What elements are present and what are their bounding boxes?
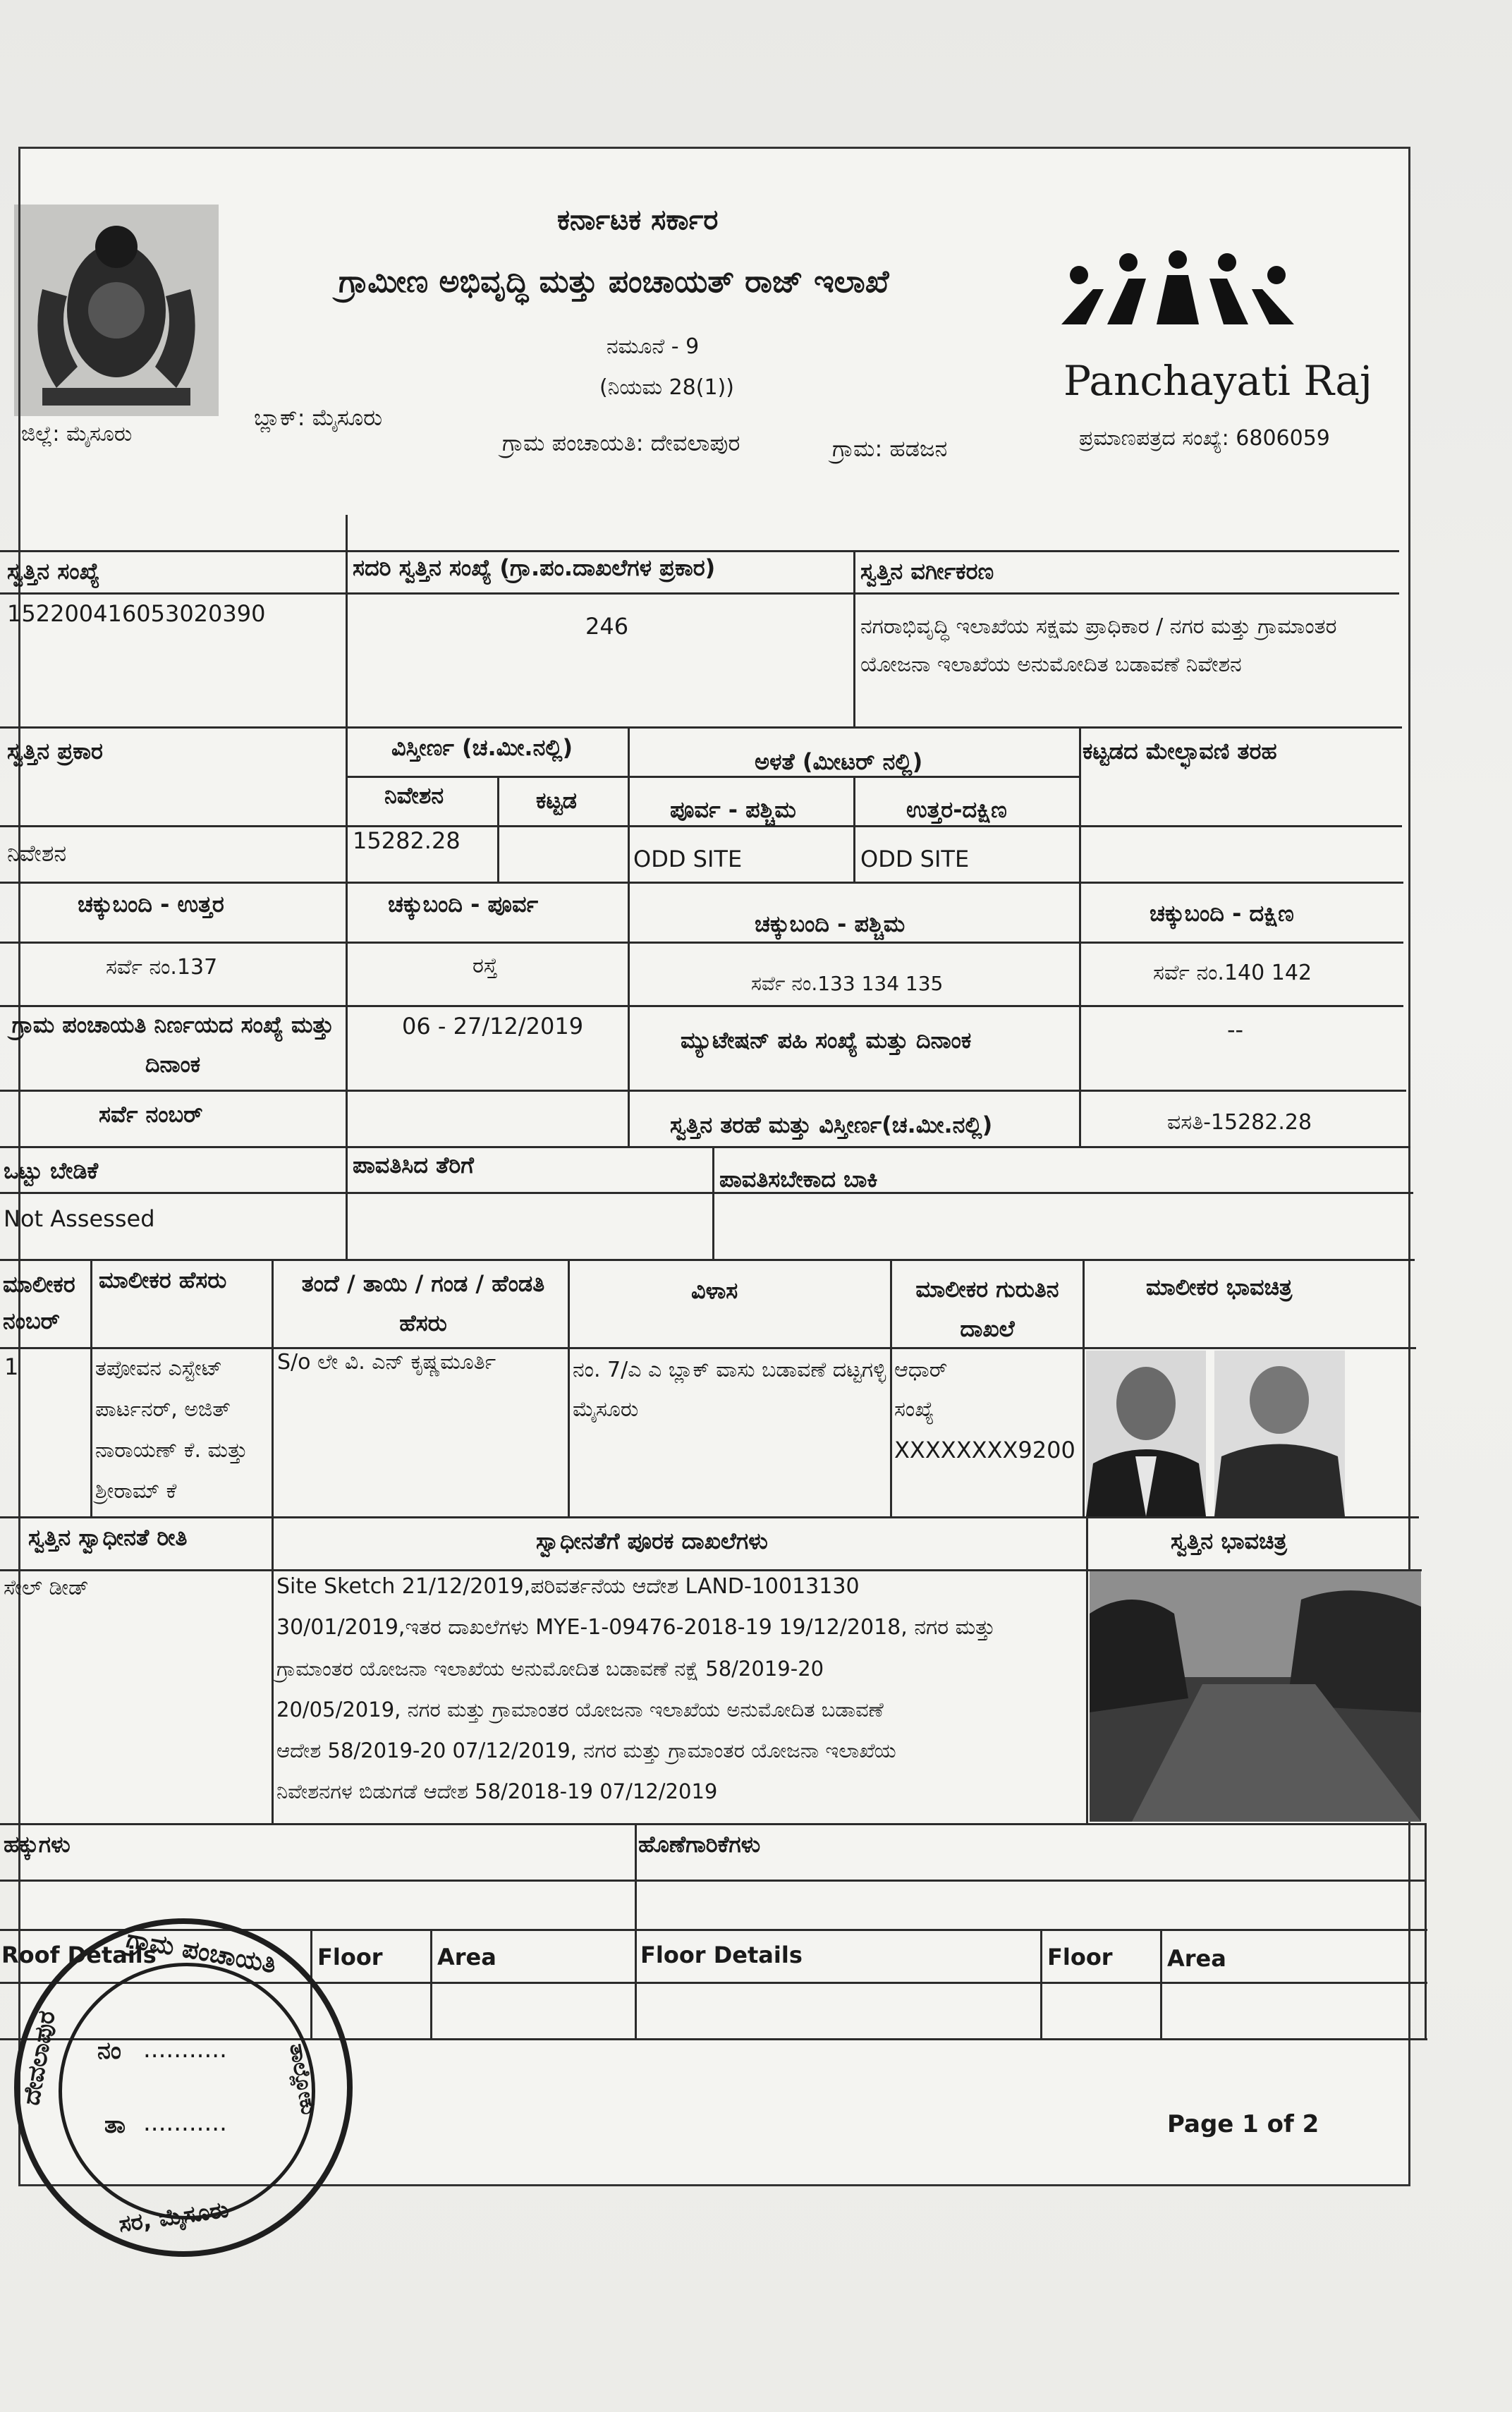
address-header: ವಿಳಾಸ	[691, 1277, 738, 1304]
page-number: Page 1 of 2	[1167, 2110, 1319, 2138]
mutation-header: ಮ್ಯುಟೇಷನ್ ಪಹಿ ಸಂಖ್ಯೆ ಮತ್ತು ದಿನಾಂಕ	[681, 1027, 972, 1054]
ownership-method-header: ಸ್ವತ್ತಿನ ಸ್ವಾಧೀನತೆ ರೀತಿ	[28, 1524, 188, 1551]
owner-id-value: XXXXXXXX9200	[894, 1437, 1075, 1463]
ownership-docs-line-6: ನಿವೇಶನಗಳ ಬಿಡುಗಡೆ ಆದೇಶ 58/2018-19 07/12/2019	[276, 1779, 718, 1803]
certificate-number: ಪ್ರಮಾಣಪತ್ರದ ಸಂಖ್ಯೆ: 6806059	[1079, 426, 1330, 451]
ownership-docs-line-5: ಆದೇಶ 58/2019-20 07/12/2019, ನಗರ ಮತ್ತು ಗ್ರಾಮಾಂತರ ಯೋಜನಾ ಇಲಾಖೆಯ	[276, 1738, 896, 1762]
property-photo-header: ಸ್ವತ್ತಿನ ಭಾವಚಿತ್ರ	[1171, 1528, 1287, 1554]
site-area: 15282.28	[353, 827, 461, 854]
building-header: ಕಟ್ಟಡ	[536, 787, 577, 814]
total-demand: Not Assessed	[4, 1205, 155, 1232]
owner-photo-1	[1086, 1351, 1206, 1516]
village: ಗ್ರಾಮ: ಹಡಜನ	[832, 435, 948, 462]
floor-details-header: Floor Details	[640, 1942, 803, 1968]
owner-address: ನಂ. 7/ಎ ಎ ಬ್ಲಾಕ್ ವಾಸು ಬಡಾವಣೆ ದಟ್ಟಗಳ್ಳಿ ಮೈಸೂರು	[573, 1358, 886, 1422]
ownership-docs-line-1: Site Sketch 21/12/2019,ಪರಿವರ್ತನೆಯ ಆದೇಶ LAND-10013130	[276, 1574, 860, 1599]
area-header-right: Area	[1167, 1945, 1226, 1972]
parent-name: S/o ಲೇ ವಿ. ಎನ್ ಕೃಷ್ಣಮೂರ್ತಿ	[277, 1350, 496, 1375]
property-number: 152200416053020390	[7, 600, 266, 627]
nature-header: ಸ್ವತ್ತಿನ ತರಹೆ ಮತ್ತು ವಿಸ್ತೀರ್ಣ(ಚ.ಮೀ.ನಲ್ಲಿ)	[670, 1111, 993, 1138]
gp-decision-header: ಗ್ರಾಮ ಪಂಚಾಯತಿ ನಿರ್ಣಯದ ಸಂಖ್ಯೆ ಮತ್ತು ದಿನಾಂಕ	[11, 1011, 334, 1078]
property-number-header: ಸ್ವತ್ತಿನ ಸಂಖ್ಯೆ	[7, 558, 100, 585]
stamp-date-label: ತಾ	[104, 2111, 126, 2139]
block: ಬ್ಲಾಕ್: ಮೈಸೂರು	[254, 404, 383, 431]
property-photo	[1090, 1571, 1421, 1822]
boundary-east: ರಸ್ತೆ	[472, 954, 498, 978]
classification-value: ನಗರಾಭಿವೃದ್ಧಿ ಇಲಾಖೆಯ ಸಕ್ಷಮ ಪ್ರಾಧಿಕಾರ / ನಗರ ಮತ್ತು ಗ್ರಾಮಾಂತರ ಯೋಜನಾ ಇಲಾಖೆಯ ಅನುಮೋದಿತ ಬಡಾವಣೆ ನಿವೇಶನ	[860, 614, 1337, 677]
owner-photo-2	[1214, 1351, 1345, 1516]
mutation-value: --	[1227, 1016, 1244, 1043]
boundary-north: ಸರ್ವೆ ನಂ.137	[106, 955, 218, 980]
tax-paid-header: ಪಾವತಿಸಿದ ತೆರಿಗೆ	[353, 1152, 474, 1178]
owner-number: 1	[4, 1353, 19, 1380]
karnataka-emblem-icon	[14, 205, 219, 416]
person-icon	[1086, 1351, 1206, 1516]
owner-id-label: ಆಧಾರ್ ಸಂಖ್ಯೆ	[894, 1358, 948, 1422]
classification-header: ಸ್ವತ್ತಿನ ವರ್ಗೀಕರಣ	[860, 558, 994, 585]
ownership-docs-line-4: 20/05/2019, ನಗರ ಮತ್ತು ಗ್ರಾಮಾಂತರ ಯೋಜನಾ ಇಲಾಖೆಯ ಅನುಮೋದಿತ ಬಡಾವಣೆ	[276, 1698, 884, 1722]
east-west-header: ಪೂರ್ವ - ಪಶ್ಚಿಮ	[670, 796, 796, 823]
owner-number-header: ಮಾಲೀಕರ ನಂಬರ್	[3, 1271, 75, 1334]
form-number: ನಮೂನೆ - 9	[606, 334, 700, 359]
owner-id-header: ಮಾಲೀಕರ ಗುರುತಿನ ದಾಖಲೆ	[915, 1276, 1059, 1342]
liabilities-header: ಹೊಣೆಗಾರಿಕೆಗಳು	[638, 1831, 761, 1858]
stamp-right-text: ತಾಲ್ಲೋಕು	[284, 2041, 322, 2116]
boundary-east-header: ಚಕ್ಕುಬಂದಿ - ಪೂರ್ವ	[388, 891, 539, 918]
area-header: ವಿಸ್ತೀರ್ಣ (ಚ.ಮೀ.ನಲ್ಲಿ)	[391, 734, 573, 761]
boundary-south: ಸರ್ವೆ ನಂ.140 142	[1153, 961, 1312, 985]
landscape-photo-icon	[1090, 1571, 1421, 1822]
owner-name: ತಪೋವನ ಎಸ್ಟೇಟ್ ಪಾರ್ಟನರ್, ಅಜಿತ್ ನಾರಾಯಣ್ ಕೆ. ಮತ್ತು ಶ್ರೀರಾಮ್ ಕೆ	[95, 1356, 248, 1504]
stamp-number-label: ನಂ	[97, 2037, 121, 2065]
district: ಜಿಲ್ಲೆ: ಮೈಸೂರು	[21, 422, 133, 446]
boundary-north-header: ಚಕ್ಕುಬಂದಿ - ಉತ್ತರ	[78, 891, 224, 918]
floor-header-right: Floor	[1047, 1944, 1113, 1971]
roof-details-header: Roof Details	[1, 1942, 157, 1968]
stamp-bottom-text: ಸರ, ಮೈಸೂರು	[117, 2195, 231, 2238]
floor-header-left: Floor	[317, 1944, 383, 1971]
ownership-method: ಸೇಲ್ ಡೀಡ್	[4, 1576, 89, 1600]
government-title: ಕರ್ನಾಟಕ ಸರ್ಕಾರ	[557, 204, 719, 236]
rights-header: ಹಕ್ಕುಗಳು	[4, 1831, 71, 1858]
parent-name-header: ತಂದೆ / ತಾಯಿ / ಗಂಡ / ಹೆಂಡತಿ ಹೆಸರು	[301, 1270, 545, 1336]
department-title: ಗ್ರಾಮೀಣ ಅಭಿವೃದ್ಧಿ ಮತ್ತು ಪಂಚಾಯತ್ ರಾಜ್ ಇಲಾಖೆ	[339, 264, 889, 300]
north-south-header: ಉತ್ತರ-ದಕ್ಷಿಣ	[906, 796, 1007, 823]
logo-text: Panchayati Raj	[1063, 357, 1372, 405]
balance-header: ಪಾವತಿಸಬೇಕಾದ ಬಾಕಿ	[719, 1166, 878, 1193]
property-type-header: ಸ್ವತ್ತಿನ ಪ್ರಕಾರ	[7, 738, 103, 765]
person-icon	[1214, 1351, 1345, 1516]
boundary-south-header: ಚಕ್ಕುಬಂದಿ - ದಕ್ಷಿಣ	[1150, 900, 1294, 927]
nature-value: ವಸತಿ-15282.28	[1167, 1110, 1312, 1135]
owner-photo-header: ಮಾಲೀಕರ ಭಾವಚಿತ್ರ	[1146, 1274, 1293, 1301]
north-south-value: ODD SITE	[860, 846, 970, 872]
owner-name-header: ಮಾಲೀಕರ ಹೆಸರು	[99, 1267, 227, 1293]
measure-header: ಅಳತೆ (ಮೀಟರ್ ನಲ್ಲಿ)	[755, 748, 923, 775]
gp-decision: 06 - 27/12/2019	[402, 1013, 584, 1040]
rule-number: (ನಿಯಮ 28(1))	[599, 375, 734, 400]
area-header-left: Area	[437, 1944, 496, 1971]
gram-panchayat-stamp: ಗ್ರಾಮ ಪಂಚಾಯತಿ ದೇವಲಾಪುರ ತಾಲ್ಲೋಕು ನಂ ........... ತಾ ........... ಸರ, ಮೈಸೂರು	[14, 1918, 353, 2257]
site-header: ನಿವೇಶನ	[384, 782, 444, 809]
stamp-top-text: ಗ್ರಾಮ ಪಂಚಾಯತಿ	[124, 1924, 279, 1980]
sadari-number-header: ಸದರಿ ಸ್ವತ್ತಿನ ಸಂಖ್ಯೆ (ಗ್ರಾ.ಪಂ.ದಾಖಲೆಗಳ ಪ್ರಕಾರ)	[353, 554, 716, 581]
boundary-west: ಸರ್ವೆ ನಂ.133 134 135	[751, 972, 944, 995]
total-demand-header: ಒಟ್ಟು ಬೇಡಿಕೆ	[4, 1157, 99, 1184]
ownership-docs-header: ಸ್ವಾಧೀನತೆಗೆ ಪೂರಕ ದಾಖಲೆಗಳು	[536, 1528, 768, 1554]
ownership-docs-line-2: 30/01/2019,ಇತರ ದಾಖಲೆಗಳು MYE-1-09476-2018-19 19/12/2018, ನಗರ ಮತ್ತು	[276, 1615, 996, 1640]
gram-panchayat: ಗ್ರಾಮ ಪಂಚಾಯತಿ: ದೇವಲಾಪುರ	[502, 430, 740, 456]
roof-type-header: ಕಟ್ಟಡದ ಮೇಲ್ಛಾವಣಿ ತರಹ	[1083, 738, 1277, 765]
east-west-value: ODD SITE	[633, 846, 743, 872]
sadari-number: 246	[585, 613, 629, 640]
stamp-left-text: ದೇವಲಾಪುರ	[16, 2009, 61, 2107]
panchayati-raj-logo-icon	[1051, 247, 1319, 353]
boundary-west-header: ಚಕ್ಕುಬಂದಿ - ಪಶ್ಚಿಮ	[755, 910, 906, 937]
ownership-docs-line-3: ಗ್ರಾಮಾಂತರ ಯೋಜನಾ ಇಲಾಖೆಯ ಅನುಮೋದಿತ ಬಡಾವಣೆ ನಕ್ಷೆ 58/2019-20	[276, 1657, 824, 1681]
survey-number-header: ಸರ್ವೆ ನಂಬರ್	[99, 1101, 203, 1128]
property-type: ನಿವೇಶನ	[7, 840, 67, 867]
